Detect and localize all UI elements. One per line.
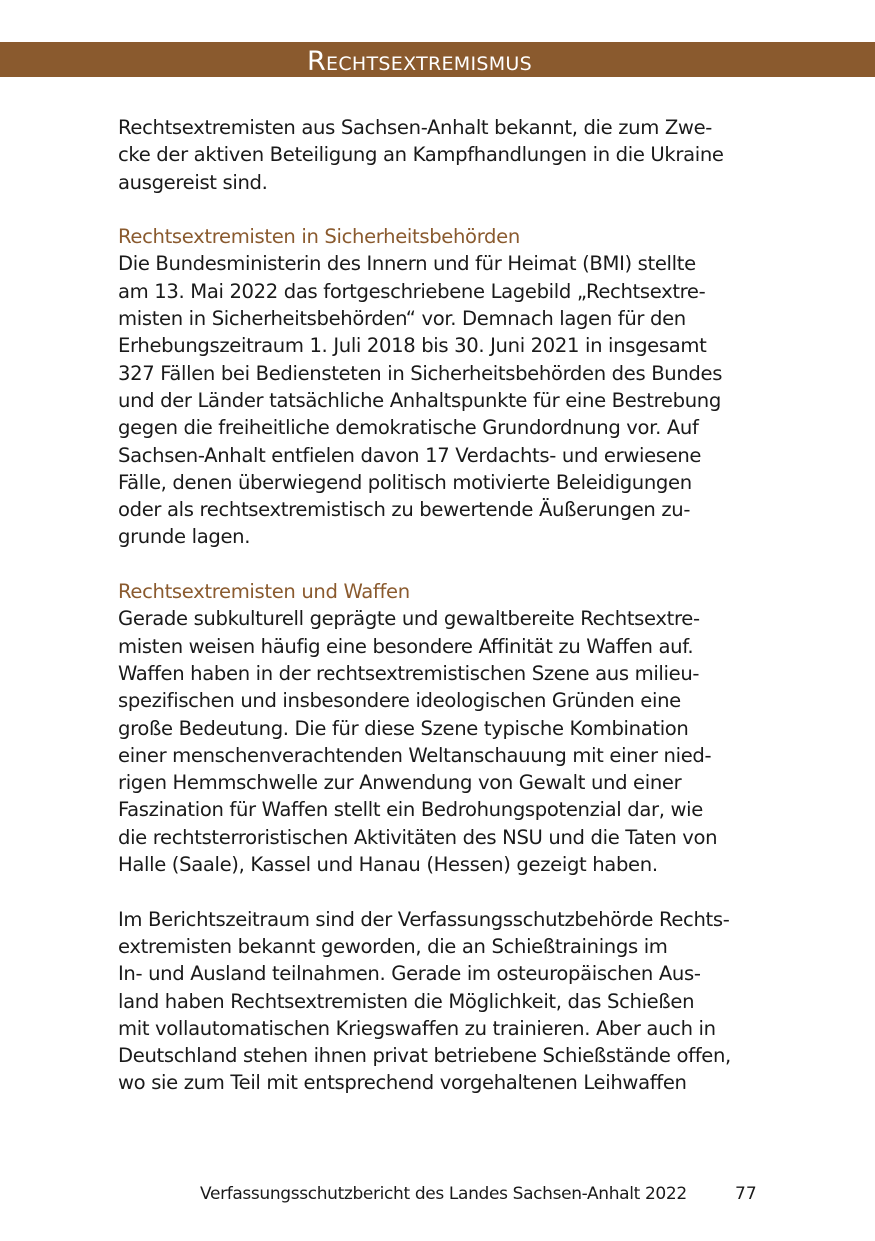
section-shooting-training (118, 906, 778, 1097)
paragraph-line: Faszination für Waffen stellt ein Bedrohungspotenzial dar, wie (118, 798, 703, 822)
paragraph-line: Sachsen-Anhalt entfielen davon 17 Verdachts- und erwiesene (118, 443, 702, 467)
paragraph-line: spezifischen und insbesondere ideologischen Gründen eine (118, 689, 681, 713)
paragraph-line: land haben Rechtsextremisten die Möglichkeit, das Schießen (118, 989, 695, 1013)
chapter-title: Rechtsextremismus (307, 46, 533, 77)
paragraph-line: Halle (Saale), Kassel und Hanau (Hessen) gezeigt haben. (118, 853, 658, 877)
paragraph-line: die rechtsterroristischen Aktivitäten des NSU und die Taten von (118, 825, 718, 849)
paragraph-line: und der Länder tatsächliche Anhaltspunkte für eine Bestrebung (118, 388, 721, 412)
paragraph-line: Gerade subkulturell geprägte und gewaltbereite Rechtsextre- (118, 607, 700, 631)
page-footer (0, 1180, 875, 1208)
paragraph-line: 327 Fällen bei Bediensteten in Sicherheitsbehörden des Bundes (118, 361, 723, 385)
section-weapons (118, 578, 778, 878)
paragraph-line: große Bedeutung. Die für diese Szene typische Kombination (118, 716, 689, 740)
paragraph-line: Fälle, denen überwiegend politisch motivierte Beleidigungen (118, 470, 692, 494)
section-security-authorities (118, 223, 778, 551)
paragraph-line: einer menschenverachtenden Weltanschauung mit einer nied- (118, 743, 712, 767)
paragraph-line: Die Bundesministerin des Innern und für Heimat (BMI) stellte (118, 252, 696, 276)
paragraph-line: ausgereist sind. (118, 170, 268, 194)
paragraph-line: mit vollautomatischen Kriegswaffen zu trainieren. Aber auch in (118, 1016, 716, 1040)
paragraph-line: Erhebungszeitraum 1. Juli 2018 bis 30. Juni 2021 in insgesamt (118, 334, 707, 358)
intro-paragraph (118, 114, 778, 196)
paragraph-line: Deutschland stehen ihnen privat betriebene Schießstände offen, (118, 1044, 731, 1068)
paragraph-line: Im Berichtszeitraum sind der Verfassungsschutzbehörde Rechts- (118, 907, 730, 931)
paragraph-line: Waffen haben in der rechtsextremistischen Szene aus milieu- (118, 661, 700, 685)
page-number: 77 (735, 1184, 757, 1204)
paragraph-line: am 13. Mai 2022 das fortgeschriebene Lagebild „Rechtsextre- (118, 279, 706, 303)
paragraph-line: grunde lagen. (118, 525, 251, 549)
paragraph-line: rigen Hemmschwelle zur Anwendung von Gewalt und einer (118, 771, 682, 795)
paragraph-line: oder als rechtsextremistisch zu bewertende Äußerungen zu- (118, 498, 691, 522)
paragraph-line: gegen die freiheitliche demokratische Grundordnung vor. Auf (118, 416, 699, 440)
paragraph-line: wo sie zum Teil mit entsprechend vorgehaltenen Leihwaffen (118, 1071, 687, 1095)
section-heading: Rechtsextremisten in Sicherheitsbehörden (118, 225, 520, 249)
chapter-header-bar (0, 42, 875, 77)
paragraph-line: In- und Ausland teilnahmen. Gerade im osteuropäischen Aus- (118, 962, 701, 986)
paragraph-line: extremisten bekannt geworden, die an Schießtrainings im (118, 934, 668, 958)
footer-publication-title: Verfassungsschutzbericht des Landes Sachsen-Anhalt 2022 (200, 1184, 687, 1204)
paragraph-line: misten weisen häufig eine besondere Affinität zu Waffen auf. (118, 634, 694, 658)
paragraph-line: misten in Sicherheitsbehörden“ vor. Demnach lagen für den (118, 307, 686, 331)
paragraph-line: Rechtsextremisten aus Sachsen-Anhalt bekannt, die zum Zwe- (118, 116, 713, 139)
page-content (118, 114, 778, 1097)
section-heading: Rechtsextremisten und Waffen (118, 580, 410, 604)
paragraph-line: cke der aktiven Beteiligung an Kampfhandlungen in die Ukraine (118, 143, 724, 167)
